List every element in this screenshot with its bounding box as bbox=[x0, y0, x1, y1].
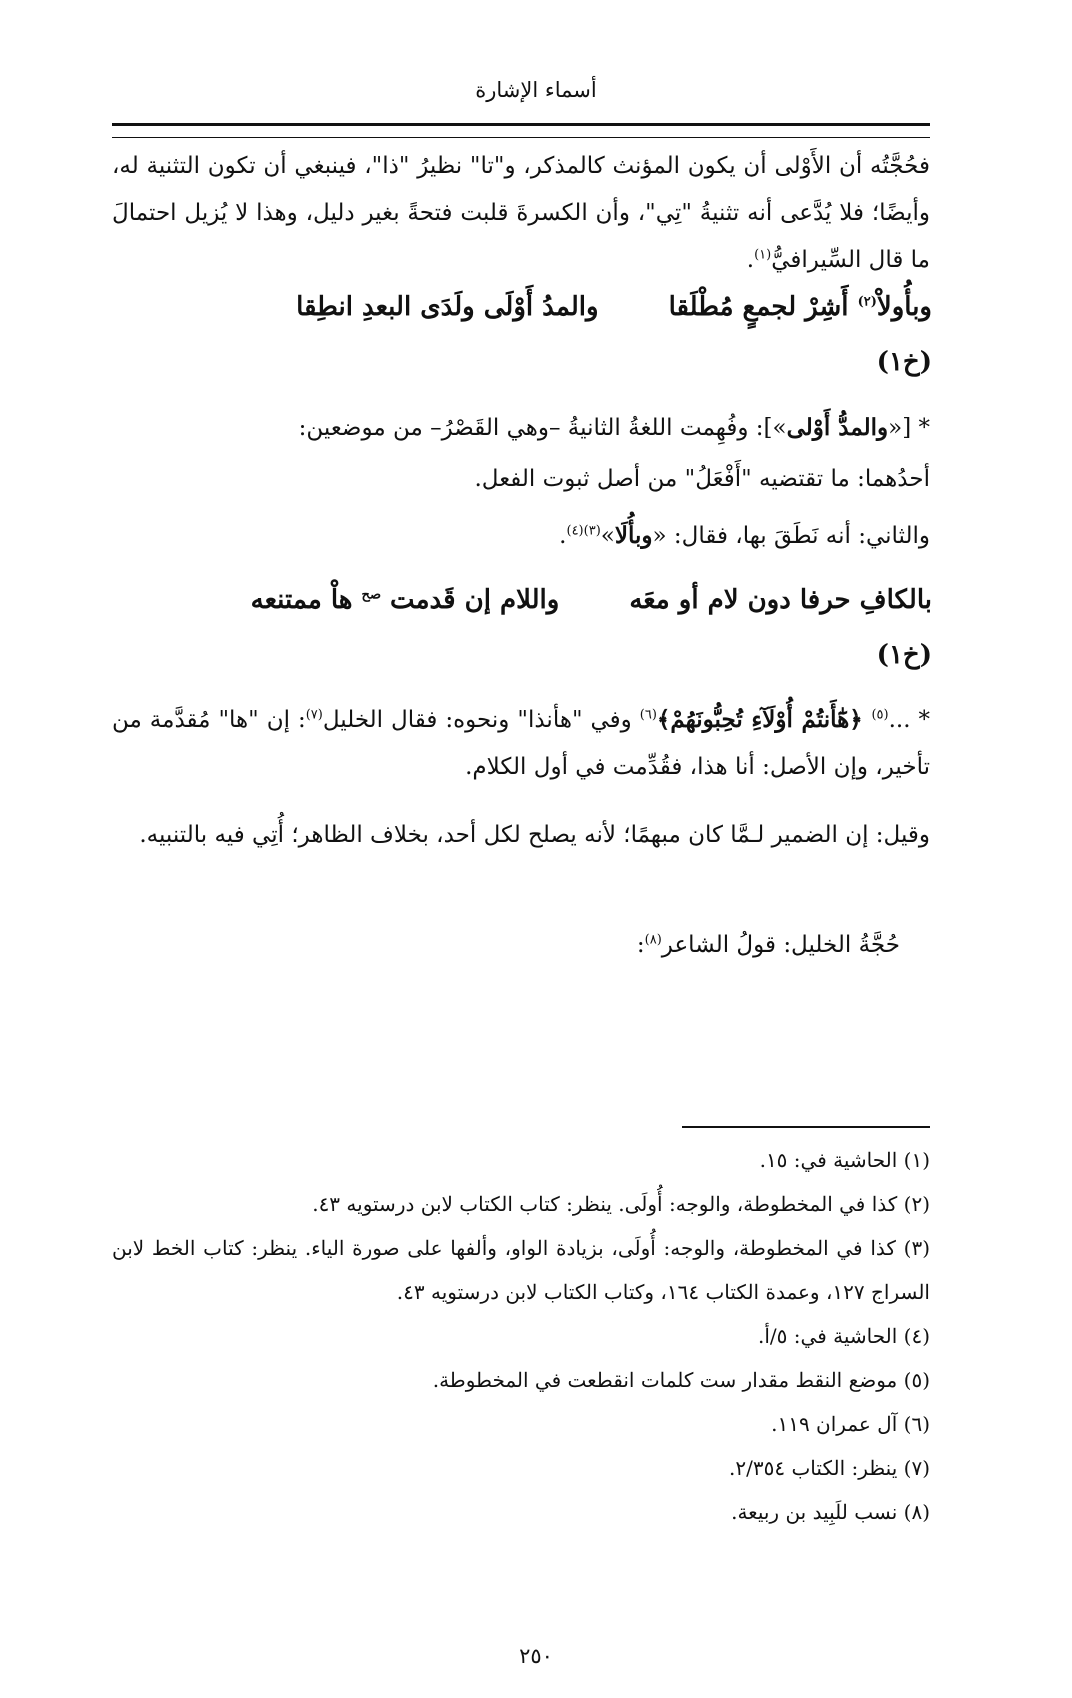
verse-text: هاْ ممتنعه bbox=[250, 585, 362, 615]
footnote-3: (٣) كذا في المخطوطة، والوجه: أُولَى، بزيادة الواو، وألفها على صورة الياء. ينظر: كتاب الخط لابن السراج ١٢٧، وعمدة الكتاب ١٦٤، وكتاب الكتاب لابن درستويه ٤٣. bbox=[112, 1236, 930, 1304]
running-header: أسماء الإشارة bbox=[475, 78, 597, 102]
verse-hemistich-2 bbox=[251, 585, 560, 615]
footnote-ref: (١) bbox=[754, 247, 772, 263]
line-second bbox=[140, 512, 930, 560]
verse-hemistich-1: بالكافِ حرفا دون لام أو معَه bbox=[629, 585, 932, 615]
paragraph-hujja-first bbox=[112, 143, 930, 284]
comment-text: * [« bbox=[888, 415, 930, 441]
verse-text: واللام إن قَدمت bbox=[380, 585, 560, 615]
footnote-7: (٧) ينظر: الكتاب ٢/٣٥٤. bbox=[729, 1456, 930, 1480]
verse-hemistich-1 bbox=[669, 292, 932, 322]
paragraph-text: فحُجَّتُه أن الأَوْلى أن يكون المؤنث كالمذكر، و"تا" نظيرُ "ذا"، فينبغي أن تكون التثنية له، وأيضًا؛ فلا يُدَّعى أنه تثنيةُ "تِي"، وأن الكسرةَ قلبت فتحةً بغير دليل، وهذا لا يُزيل احتمالَ ما قال السِّيرافيُّ bbox=[112, 153, 930, 273]
line-text: » bbox=[600, 523, 615, 549]
footnote-ref: (٧) bbox=[305, 707, 323, 723]
page-number: ٢٥٠ bbox=[519, 1644, 553, 1668]
comment-text: * ... bbox=[888, 707, 930, 733]
line-first: أحدُهما: ما تقتضيه "أَفْعَلُ" من أصل ثبوت الفعل. bbox=[474, 466, 930, 492]
correction-sign: صح bbox=[361, 587, 381, 603]
footnote-ref: (٥) bbox=[871, 707, 889, 723]
footnote-ref: (٣)(٤) bbox=[566, 523, 601, 539]
verse-line-2 bbox=[251, 585, 932, 615]
quran-quote: ﴿هَٰٓأَنتُمْ أُوْلَآءِ تُحِبُّونَهُمْ﴾ bbox=[656, 706, 872, 733]
footnote-ref: (٢) bbox=[857, 294, 877, 310]
verse-text: أَشِرْ لجمعٍ مُطْلَقا bbox=[668, 292, 858, 322]
manuscript-marker: (خ١) bbox=[876, 640, 932, 670]
footnote-separator bbox=[682, 1126, 930, 1128]
line-end: . bbox=[559, 523, 567, 549]
line-text: والثاني: أنه نَطَقَ بها، فقال: « bbox=[652, 523, 930, 549]
paragraph-hujja-khalil bbox=[140, 922, 900, 969]
comment-1 bbox=[140, 404, 930, 452]
verse-hemistich-2: والمدُ أَوْلَى ولَدَى البعدِ انطِقا bbox=[296, 292, 599, 322]
footnote-1: (١) الحاشية في: ١٥. bbox=[759, 1148, 930, 1172]
comment-text: : إن "ها" مُقدَّمة من تأخير، وإن الأصل: أنا هذا، فقُدِّمت في أول الكلام. bbox=[112, 707, 930, 780]
paragraph-end: . bbox=[746, 247, 755, 273]
paragraph-qil: وقيل: إن الضمير لـمَّا كان مبهمًا؛ لأنه يصلح لكل أحد، بخلاف الظاهر؛ أُتِي فيه بالتنبيه. bbox=[139, 822, 930, 848]
comment-text: وفي "هأنذا" ونحوه: فقال الخليل bbox=[322, 707, 640, 733]
verse-line-1 bbox=[296, 292, 932, 322]
comment-text: »]: وفُهِمت اللغةُ الثانيةُ –وهي القَصْرُ– من موضعين: bbox=[298, 415, 787, 441]
manuscript-marker: (خ١) bbox=[876, 347, 932, 377]
footnote-5: (٥) موضع النقط مقدار ست كلمات انقطعت في المخطوطة. bbox=[432, 1368, 930, 1392]
footnote-4: (٤) الحاشية في: ٥/أ. bbox=[758, 1324, 930, 1348]
footnote-2: (٢) كذا في المخطوطة، والوجه: أُولَى. ينظر: كتاب الكتاب لابن درستويه ٤٣. bbox=[312, 1192, 930, 1216]
paragraph-text: حُجَّةُ الخليل: قولُ الشاعر bbox=[661, 932, 900, 958]
comment-bold: والمدُّ أَوْلى bbox=[786, 414, 889, 441]
comment-2 bbox=[112, 696, 930, 791]
footnote-6: (٦) آل عمران ١١٩. bbox=[771, 1412, 930, 1436]
verse-text: وبأُولاْ bbox=[876, 292, 932, 322]
footnote-8: (٨) نسب للَبِيد بن ربيعة. bbox=[731, 1500, 930, 1524]
footnote-ref: (٦) bbox=[639, 707, 657, 723]
line-bold: وبأُلَا bbox=[614, 522, 653, 549]
header-rule-thick bbox=[112, 123, 930, 126]
header-rule-thin bbox=[112, 137, 930, 138]
footnote-ref: (٨) bbox=[644, 932, 662, 948]
paragraph-end: : bbox=[636, 932, 645, 958]
